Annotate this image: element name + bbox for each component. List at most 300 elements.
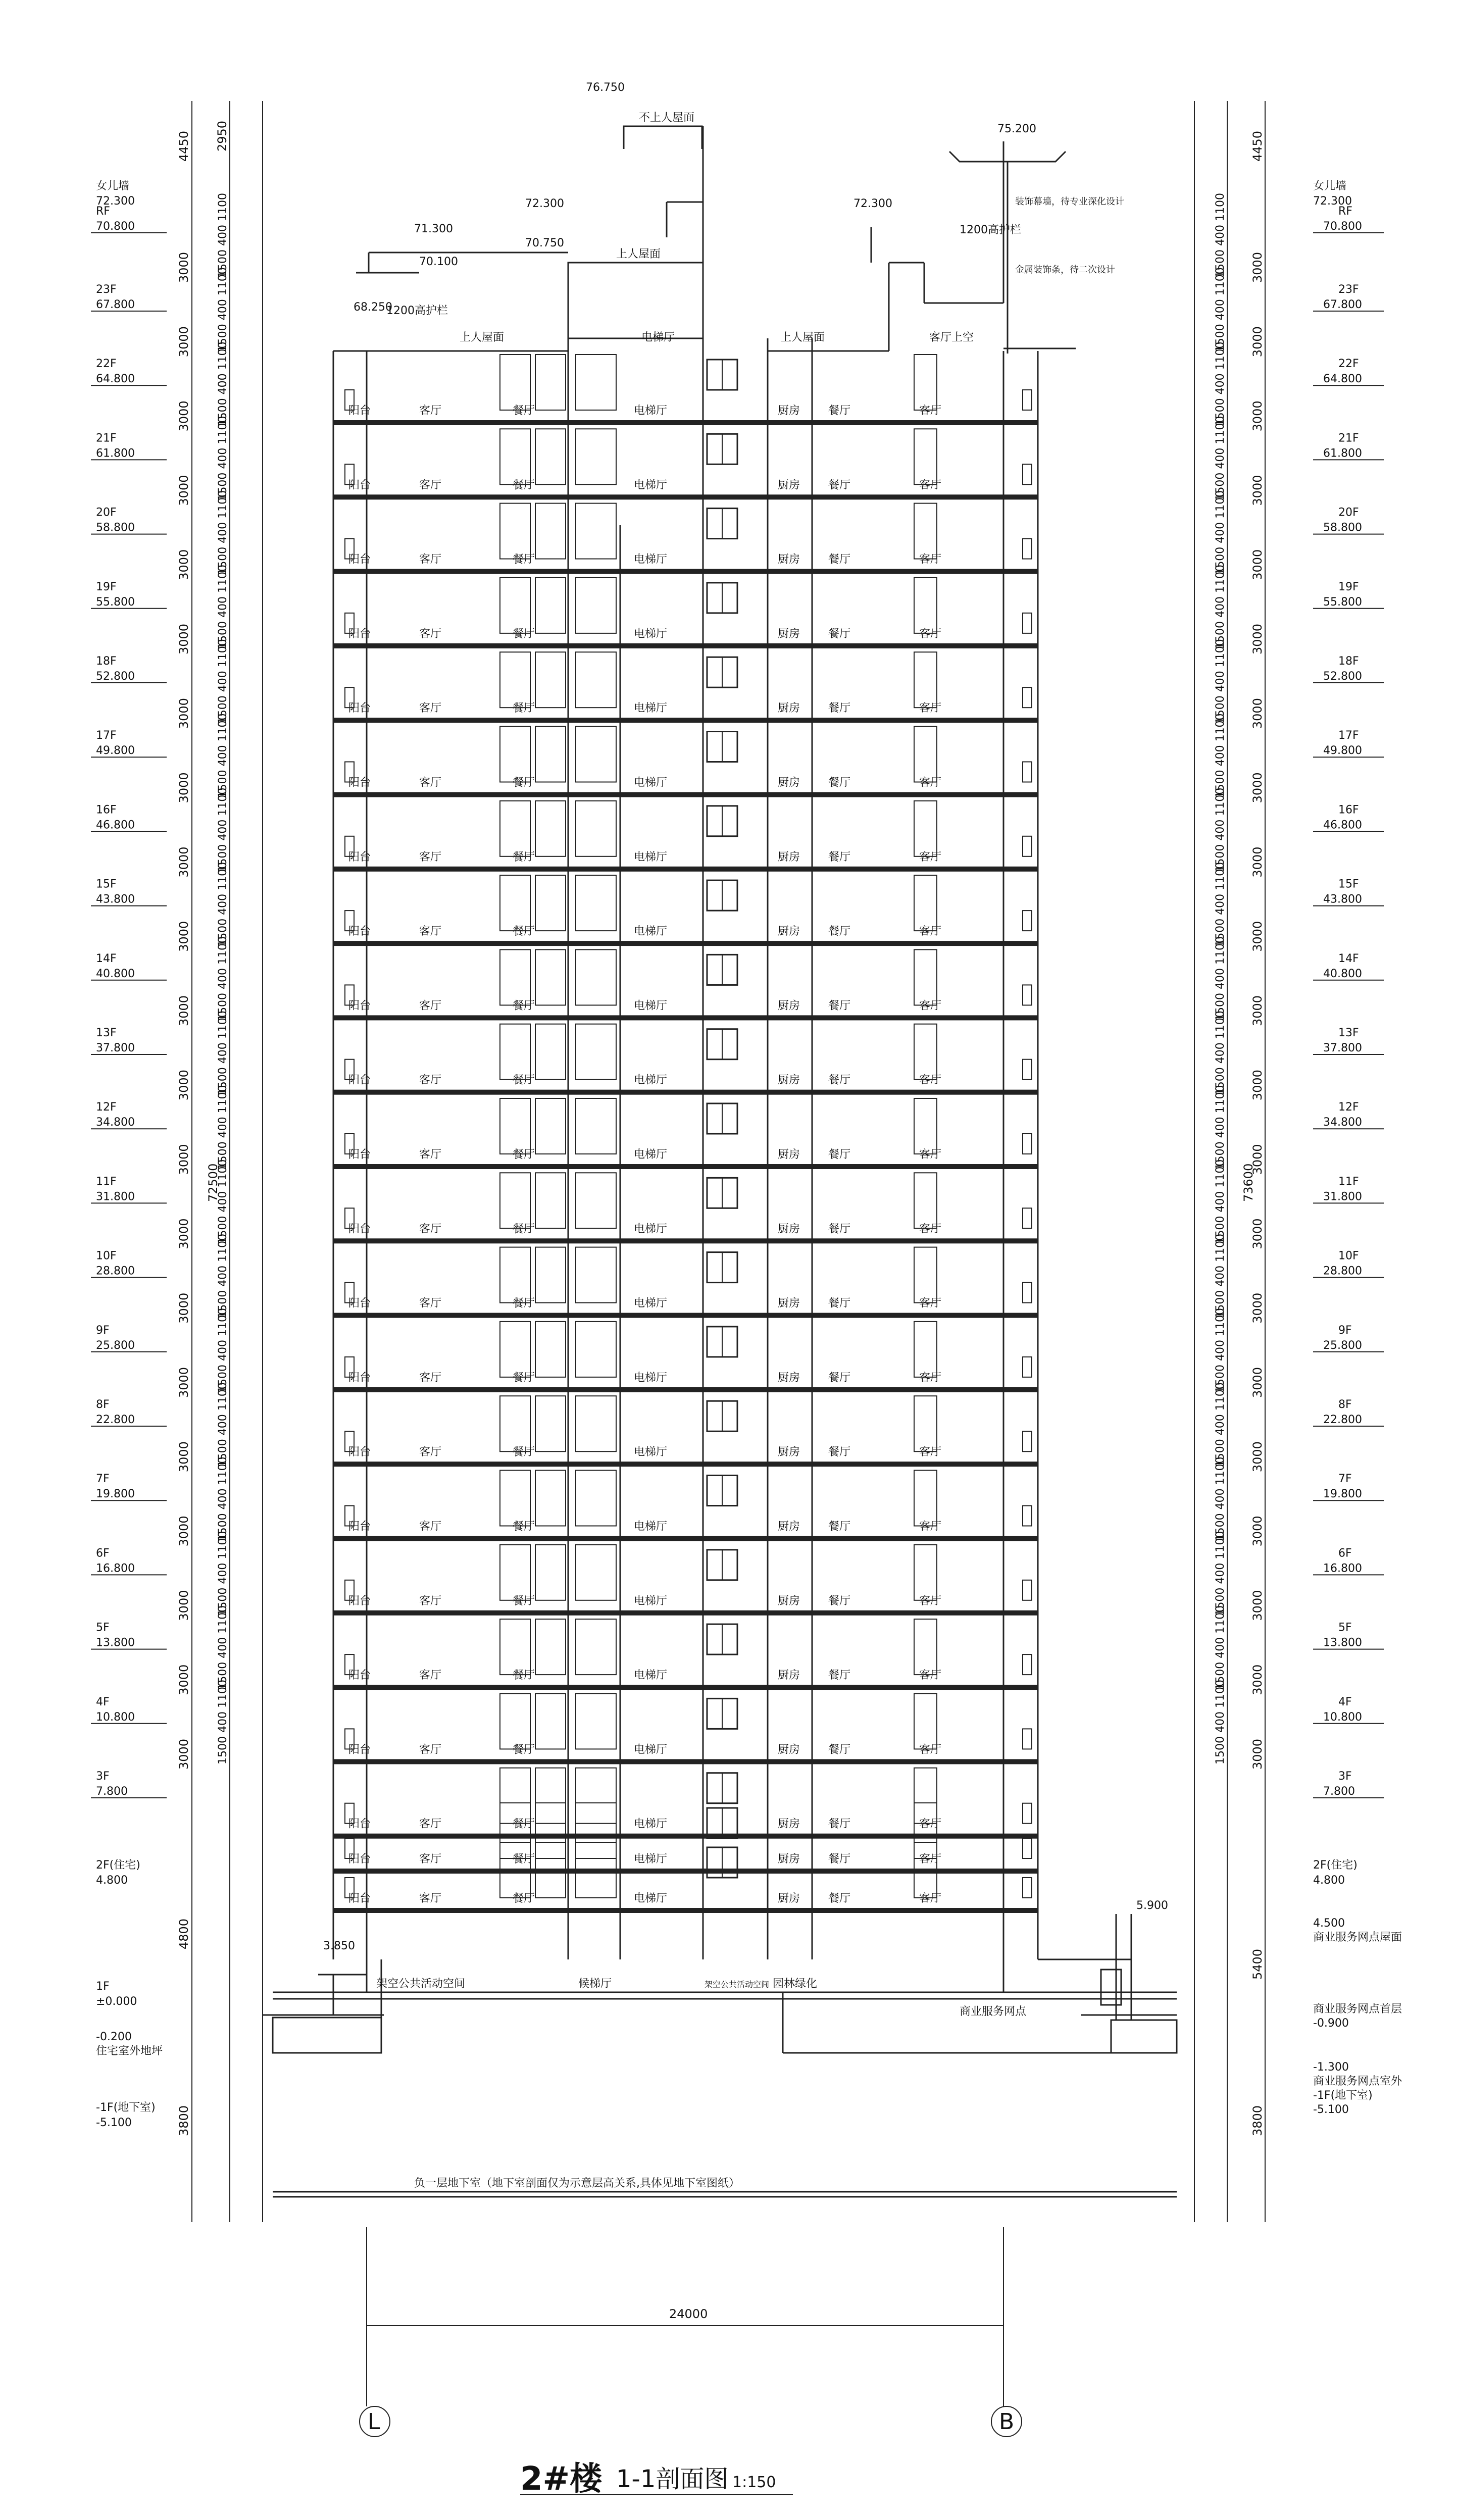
level-name-left: 17F [96,729,117,742]
floor-height-dim-right: 3000 [1250,698,1265,729]
floor-height-dim-right: 3000 [1250,1292,1265,1324]
floor-height-dim-left: 3000 [177,1070,191,1101]
room-label-elevator: 电梯厅 [634,1297,668,1310]
room-label-elevator: 电梯厅 [634,1818,668,1831]
level-elev-right: 67.800 [1323,298,1362,311]
floor-slab [333,1015,1038,1020]
room-label-dining: 餐厅 [828,1446,851,1459]
floor-height-dim-right: 3000 [1250,1367,1265,1398]
room-label-elevator: 电梯厅 [634,479,668,492]
level-elev-right: 64.800 [1323,373,1362,386]
floor-height-dim-right: 3000 [1250,623,1265,654]
sub-dim-right: 1500 400 1100 [1214,490,1227,575]
sub-dim-right: 1500 400 1100 [1214,1308,1227,1393]
room-label-dining: 餐厅 [828,553,851,566]
level-elev-left: 22.800 [96,1414,135,1426]
level-elev-right: 10.800 [1323,1710,1362,1724]
level-elev-right: 16.800 [1323,1562,1362,1575]
right-shop-floor-elev: -0.900 [1313,2017,1349,2030]
left-total-dim: 72500 [206,1163,220,1202]
room-label-elevator: 电梯厅 [634,1892,668,1905]
door-panel [535,1024,566,1080]
door-panel [914,1471,937,1526]
door-panel [576,1322,616,1377]
sub-dim-left: 1500 400 1100 [217,787,229,873]
floor-height-dim-right: 3000 [1250,400,1265,432]
balcony-rail [1023,911,1032,931]
level-name-left: 23F [96,283,117,296]
level-elev-left: 67.800 [96,298,135,311]
sub-dim-left: 1500 400 1100 [217,1382,229,1468]
level-name-left: 20F [96,506,117,519]
note-metal: 金属装饰条，待二次设计 [1015,265,1115,275]
level-name-right: 8F [1338,1398,1352,1411]
level-elev-left: 28.800 [96,1265,135,1278]
room-label-dining: 餐厅 [828,1743,851,1756]
floor-slab [333,1090,1038,1095]
level-name-left: 9F [96,1324,110,1337]
sub-dim-right: 1500 400 1100 [1214,1456,1227,1542]
door-panel [500,1098,530,1154]
right-dim-top: 4450 [1250,130,1265,162]
room-label-living: 客厅 [419,627,442,640]
door-panel [535,949,566,1005]
room-label-living: 客厅 [919,925,942,938]
right-b1-name: -1F(地下室) [1313,2089,1373,2102]
room-label-dining: 餐厅 [513,702,535,715]
room-label-elevator: 电梯厅 [634,1594,668,1607]
room-label-living: 客厅 [919,1371,942,1384]
room-label-dining: 餐厅 [513,1818,535,1831]
room-label-dining: 餐厅 [828,1594,851,1607]
balcony-rail [1023,1357,1032,1377]
door-panel [500,652,530,708]
door-panel [576,1247,616,1303]
level-elev-left: 49.800 [96,744,135,758]
level-elev-left: 58.800 [96,521,135,534]
balcony-rail [1023,1580,1032,1600]
floor-height-dim-left: 3000 [177,1292,191,1324]
door-panel [914,1098,937,1154]
sub-dim-right: 1500 400 1100 [1214,1531,1227,1616]
room-label-elevator: 电梯厅 [634,1743,668,1756]
right-shop-ext-name: 商业服务网点室外 [1313,2075,1402,2088]
level-elev-left: 19.800 [96,1488,135,1501]
door-panel [500,1803,530,1858]
door-panel [576,1396,616,1451]
balcony-rail [1023,687,1032,708]
floor-slab [333,1869,1038,1874]
door-panel [914,1545,937,1600]
void-label: 客厅上空 [929,331,974,344]
sub-dim-left: 1500 400 1100 [217,862,229,947]
level-name-right: 17F [1338,729,1359,742]
rail-1: 1200高护栏 [386,305,448,317]
room-label-kitchen: 厨房 [778,1520,800,1533]
level-name-left: 7F [96,1473,110,1486]
landscape: 园林绿化 [773,1978,818,1990]
room-label-dining: 餐厅 [828,702,851,715]
right-top-elev: 75.200 [997,123,1036,135]
door-panel [914,429,937,484]
room-label-living: 客厅 [419,1892,442,1905]
level-elev-right: 52.800 [1323,670,1362,683]
right-2f-name: 2F(住宅) [1313,1859,1358,1872]
drawing-title-building: 2#楼 [520,2460,602,2498]
level-elev-right: 61.800 [1323,447,1362,460]
elev-5900: 5.900 [1136,1899,1168,1912]
room-label-kitchen: 厨房 [778,999,800,1013]
door-panel [500,355,530,410]
sub-dim-left: 1500 400 1100 [217,341,229,427]
level-elev-right: 7.800 [1323,1785,1355,1798]
right-b1-elev: -5.100 [1313,2103,1349,2116]
floor-height-dim-right: 3000 [1250,1664,1265,1695]
level-name-left: 13F [96,1027,117,1039]
balcony-rail [1023,1803,1032,1824]
level-elev-left: 37.800 [96,1042,135,1054]
stair-hall: 候梯厅 [578,1978,612,1990]
right-shop-roof-name: 商业服务网点屋面 [1313,1931,1402,1944]
door-panel [914,801,937,856]
balcony-rail [1023,1878,1032,1898]
room-label-dining: 餐厅 [828,405,851,417]
level-elev-left: 31.800 [96,1190,135,1203]
balcony-rail [1023,1283,1032,1303]
room-label-living: 客厅 [919,1669,942,1682]
door-panel [576,652,616,708]
left-dim-top: 4450 [177,130,191,162]
floor-slab [333,1313,1038,1318]
sub-dim-right: 1500 400 1100 [1214,1382,1227,1468]
sub-dim-right: 1500 400 1100 [1214,713,1227,798]
room-label-balcony: 阳台 [348,405,371,417]
right-dim-3800: 3800 [1250,2105,1265,2136]
door-panel [576,727,616,782]
door-panel [535,578,566,633]
floor-slabs [333,405,1038,1913]
room-label-living: 客厅 [419,1074,442,1087]
balcony-rail [1023,539,1032,559]
room-label-balcony: 阳台 [348,479,371,492]
left-dim-4800: 4800 [177,1918,191,1949]
door-panel [500,578,530,633]
room-label-dining: 餐厅 [513,925,535,938]
door-panel [576,355,616,410]
room-label-dining: 餐厅 [513,1853,535,1866]
floor-height-dim-right: 3000 [1250,1144,1265,1175]
note-curtain: 装饰幕墙，待专业深化设计 [1015,196,1124,207]
balcony-rail [1023,1838,1032,1858]
basement-note: 负一层地下室（地下室剖面仅为示意层高关系,具体见地下室图纸） [414,2177,740,2190]
room-label-dining: 餐厅 [828,925,851,938]
level-elev-left: 52.800 [96,670,135,683]
room-label-kitchen: 厨房 [778,1594,800,1607]
room-label-dining: 餐厅 [513,627,535,640]
room-label-kitchen: 厨房 [778,850,800,864]
room-label-balcony: 阳台 [348,1223,371,1236]
door-panel [576,1545,616,1600]
room-label-living: 客厅 [919,850,942,864]
room-label-dining: 餐厅 [828,999,851,1013]
level-elev-right: 28.800 [1323,1265,1362,1278]
elev-68250: 68.250 [354,301,392,314]
room-label-balcony: 阳台 [348,1892,371,1905]
door-panel [914,652,937,708]
level-elev-left: 13.800 [96,1636,135,1649]
floor-height-dim-right: 3000 [1250,475,1265,506]
floor-height-dim-right: 3000 [1250,251,1265,283]
door-panel [576,949,616,1005]
floor-slab [333,643,1038,648]
left-parapet-name: 女儿墙 [96,180,130,192]
level-name-right: 3F [1338,1770,1352,1783]
room-label-dining: 餐厅 [828,1892,851,1905]
level-name-right: 5F [1338,1621,1352,1634]
room-label-living: 客厅 [919,1223,942,1236]
floor-slab [333,1834,1038,1839]
door-panel [914,1803,937,1858]
left-1f-elev: ±0.000 [96,1995,137,2008]
room-label-balcony: 阳台 [348,1818,371,1831]
room-label-living: 客厅 [419,925,442,938]
floor-height-dim-right: 3000 [1250,1590,1265,1621]
room-label-dining: 餐厅 [828,1148,851,1161]
floor-height-dim-left: 3000 [177,1367,191,1398]
level-elev-right: 19.800 [1323,1488,1362,1501]
room-label-balcony: 阳台 [348,1371,371,1384]
room-label-living: 客厅 [919,776,942,789]
level-elev-left: 34.800 [96,1116,135,1129]
level-elev-left: 16.800 [96,1562,135,1575]
level-name-left: 22F [96,358,117,371]
room-label-living: 客厅 [419,702,442,715]
right-parapet-name: 女儿墙 [1313,180,1347,192]
level-name-left: RF [96,205,110,218]
door-panel [500,1768,530,1824]
level-name-left: 11F [96,1175,117,1188]
level-name-right: RF [1338,205,1352,218]
floor-height-dim-right: 3000 [1250,1441,1265,1473]
room-label-living: 客厅 [919,1743,942,1756]
room-label-balcony: 阳台 [348,925,371,938]
room-label-living: 客厅 [419,1594,442,1607]
room-label-elevator: 电梯厅 [634,1148,668,1161]
level-elev-left: 43.800 [96,893,135,906]
room-label-elevator: 电梯厅 [634,1371,668,1384]
door-panel [535,1471,566,1526]
level-name-right: 11F [1338,1175,1359,1188]
sub-dim-left: 1500 400 1100 [217,639,229,724]
door-panel [576,1471,616,1526]
balcony-rail [1023,390,1032,410]
door-panel [535,1619,566,1675]
door-panel [535,1693,566,1749]
room-label-kitchen: 厨房 [778,1148,800,1161]
room-label-dining: 餐厅 [513,1892,535,1905]
room-label-kitchen: 厨房 [778,1853,800,1866]
room-label-living: 客厅 [419,1853,442,1866]
level-name-left: 8F [96,1398,110,1411]
sub-dim-right: 1500 400 1100 [1214,639,1227,724]
floor-slab [333,1461,1038,1467]
sub-dim-right: 1500 400 1100 [1214,1085,1227,1170]
door-panel [535,429,566,484]
floor-slab [333,941,1038,946]
floor-slab [333,867,1038,872]
door-panel [914,578,937,633]
floor-height-dim-right: 3000 [1250,772,1265,803]
floor-height-dim-left: 3000 [177,326,191,358]
left-b1-elev: -5.100 [96,2116,132,2129]
level-name-left: 14F [96,952,117,965]
room-label-dining: 餐厅 [513,479,535,492]
balcony-rail [1023,464,1032,484]
sub-dim-left: 1500 400 1100 [217,1085,229,1170]
room-label-dining: 餐厅 [513,1297,535,1310]
balcony-rail [1023,1208,1032,1228]
room-label-dining: 餐厅 [513,405,535,417]
room-label-living: 客厅 [919,405,942,417]
door-panel [500,875,530,931]
sub-dim-left: 1500 400 1100 [217,1233,229,1319]
floor-height-dim-right: 3000 [1250,846,1265,878]
sub-dim-left: 1500 400 1100 [217,936,229,1021]
level-name-left: 21F [96,432,117,445]
floor-height-dim-left: 3000 [177,1144,191,1175]
void-activity: 架空公共活动空间 [376,1978,466,1990]
room-label-dining: 餐厅 [513,776,535,789]
left-2f-name: 2F(住宅) [96,1859,140,1872]
sub-dim-left: 1500 400 1100 [217,1680,229,1765]
door-panel [914,727,937,782]
room-label-living: 客厅 [919,702,942,715]
door-panel [500,1396,530,1451]
level-name-right: 21F [1338,432,1359,445]
left-2f-elev: 4.800 [96,1874,128,1887]
door-panel [500,727,530,782]
level-elev-right: 34.800 [1323,1116,1362,1129]
level-name-left: 5F [96,1621,110,1634]
room-label-living: 客厅 [919,1148,942,1161]
level-name-right: 19F [1338,580,1359,593]
balcony-rail [1023,1654,1032,1675]
roof-top-elev: 76.750 [586,81,625,94]
room-label-dining: 餐厅 [513,1223,535,1236]
level-name-right: 13F [1338,1027,1359,1039]
room-label-dining: 餐厅 [513,999,535,1013]
room-label-living: 客厅 [919,1892,942,1905]
sub-dim-right: 1500 400 1100 [1214,193,1227,278]
room-label-living: 客厅 [419,1371,442,1384]
floor-slab [333,1387,1038,1392]
sub-dim-left: 1500 400 1100 [217,1011,229,1096]
windows [345,355,1032,1898]
room-label-balcony: 阳台 [348,850,371,864]
floor-height-dim-right: 3000 [1250,1738,1265,1770]
drawing-title-scale: 1:150 [732,2474,776,2491]
door-panel [914,949,937,1005]
floor-height-dim-right: 3000 [1250,549,1265,580]
room-label-kitchen: 厨房 [778,1223,800,1236]
room-label-living: 客厅 [419,553,442,566]
door-panel [535,1173,566,1228]
door-panel [535,652,566,708]
room-label-living: 客厅 [919,1594,942,1607]
room-label-balcony: 阳台 [348,776,371,789]
room-label-dining: 餐厅 [828,1669,851,1682]
door-panel [914,1322,937,1377]
level-elev-right: 13.800 [1323,1636,1362,1649]
level-name-right: 4F [1338,1695,1352,1708]
door-panel [500,1619,530,1675]
room-label-living: 客厅 [419,1743,442,1756]
room-label-dining: 餐厅 [828,1818,851,1831]
level-name-right: 9F [1338,1324,1352,1337]
right-dim-5400: 5400 [1250,1948,1265,1980]
right-parapet-elev: 72.300 [1313,195,1352,208]
floor-height-dim-right: 3000 [1250,921,1265,952]
up-roof-2: 上人屋面 [460,331,505,344]
room-label-living: 客厅 [919,1853,942,1866]
room-label-elevator: 电梯厅 [634,999,668,1013]
level-name-left: 19F [96,580,117,593]
level-name-right: 6F [1338,1547,1352,1560]
room-label-kitchen: 厨房 [778,627,800,640]
floor-height-dim-left: 3000 [177,921,191,952]
balcony-rail [1023,1060,1032,1080]
sub-dim-left: 1500 400 1100 [217,1605,229,1690]
level-name-left: 12F [96,1101,117,1114]
sub-dim-left: 1500 400 1100 [217,1531,229,1616]
door-panel [914,355,937,410]
left-dim-top2: 2950 [215,120,229,152]
floor-slab [333,569,1038,574]
room-label-dining: 餐厅 [828,1074,851,1087]
floor-slab [333,1685,1038,1690]
room-label-kitchen: 厨房 [778,925,800,938]
room-label-balcony: 阳台 [348,1297,371,1310]
right-2f-elev: 4.800 [1313,1874,1345,1887]
door-panel [535,1545,566,1600]
room-label-dining: 餐厅 [828,1371,851,1384]
room-label-living: 客厅 [419,1818,442,1831]
door-panel [535,801,566,856]
level-elev-right: 22.800 [1323,1414,1362,1426]
right-shop-ext-elev: -1.300 [1313,2061,1349,2074]
door-panel [535,875,566,931]
floor-height-dim-left: 3000 [177,549,191,580]
sub-dim-right: 1500 400 1100 [1214,267,1227,352]
floor-height-dim-left: 3000 [177,400,191,432]
level-elev-left: 61.800 [96,447,135,460]
room-label-living: 客厅 [419,776,442,789]
sub-dim-right: 1500 400 1100 [1214,416,1227,501]
axis-right-label: B [999,2409,1015,2435]
balcony-rail [1023,836,1032,856]
floor-slab [333,1908,1038,1913]
door-panel [576,1693,616,1749]
up-roof-3: 上人屋面 [780,331,825,344]
floor-slab [333,1164,1038,1169]
door-panel [576,1098,616,1154]
level-name-right: 10F [1338,1249,1359,1263]
balcony-rail [1023,1431,1032,1451]
elev-71300: 71.300 [414,223,453,235]
elev-70750: 70.750 [525,237,564,249]
door-panel [500,503,530,559]
left-dim-3800: 3800 [177,2105,191,2136]
